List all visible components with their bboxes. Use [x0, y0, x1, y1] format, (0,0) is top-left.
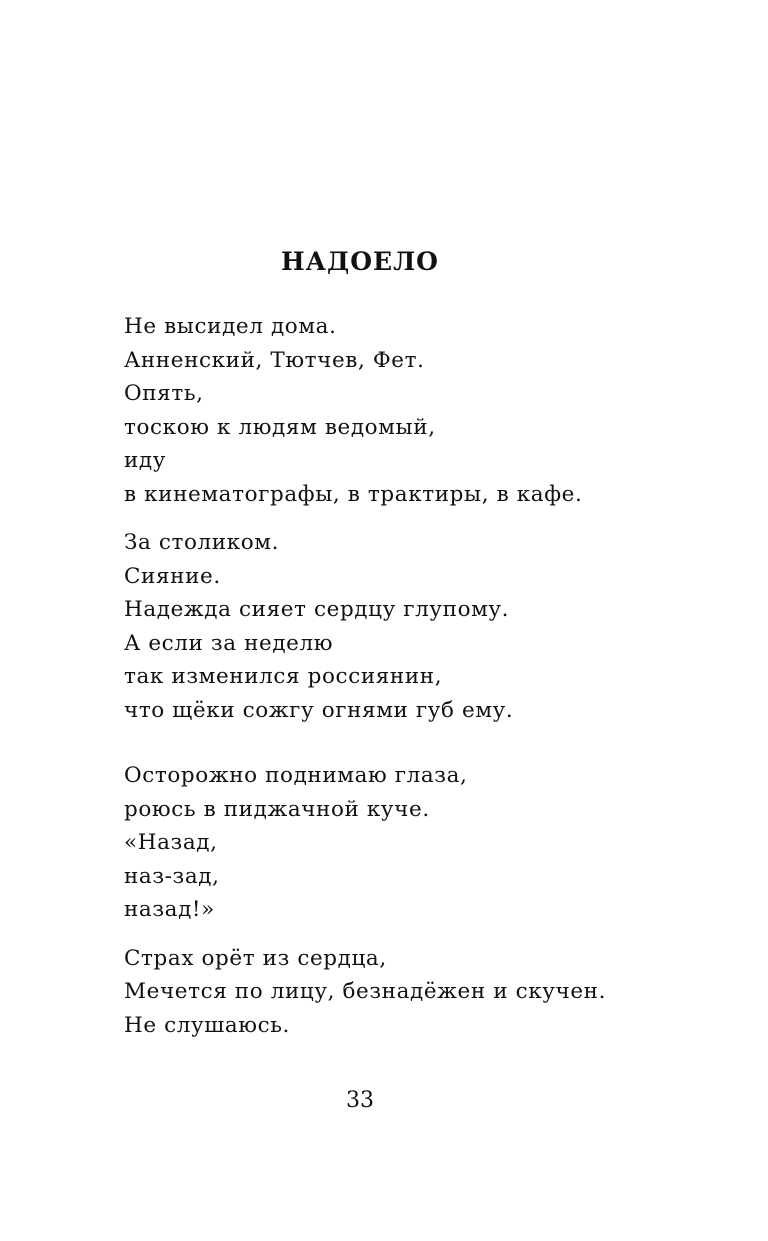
poem-line: Надежда сияет сердцу глупому.	[124, 597, 510, 622]
poem-line: иду	[124, 448, 167, 473]
stanza	[124, 942, 724, 1043]
page-number: 33	[346, 1088, 374, 1113]
poem-line: наз-зад,	[124, 863, 220, 889]
stanza	[124, 759, 724, 927]
poem-line: Мечется по лицу, безнадёжен и скучен.	[124, 979, 607, 1004]
poem-line: роюсь в пиджачной куче.	[124, 796, 430, 822]
poem-line: так изменился россиянин,	[124, 664, 443, 689]
poem-line: Сияние.	[124, 563, 221, 589]
poem-body	[124, 310, 724, 1042]
stanza	[124, 526, 724, 727]
poem-line: Анненский, Тютчев, Фет.	[124, 347, 425, 373]
poem-line: что щёки сожгу огнями губ ему.	[124, 697, 514, 723]
poem-line: Опять,	[124, 381, 204, 406]
poem-line: Не высидел дома.	[124, 314, 337, 339]
poem-line: в кинематографы, в трактиры, в кафе.	[124, 481, 583, 507]
poem-line: тоскою к людям ведомый,	[124, 414, 436, 440]
poem-line: А если за неделю	[124, 630, 334, 656]
stanza	[124, 310, 724, 511]
poem-line: «Назад,	[124, 830, 218, 855]
poem-line: Страх орёт из сердца,	[124, 945, 387, 971]
poem-line: За столиком.	[124, 530, 280, 555]
poem-line: Осторожно поднимаю глаза,	[124, 763, 468, 788]
poem-line: Не слушаюсь.	[124, 1012, 290, 1038]
poem-line: назад!»	[124, 897, 215, 922]
poem-title: НАДОЕЛО	[281, 247, 439, 276]
